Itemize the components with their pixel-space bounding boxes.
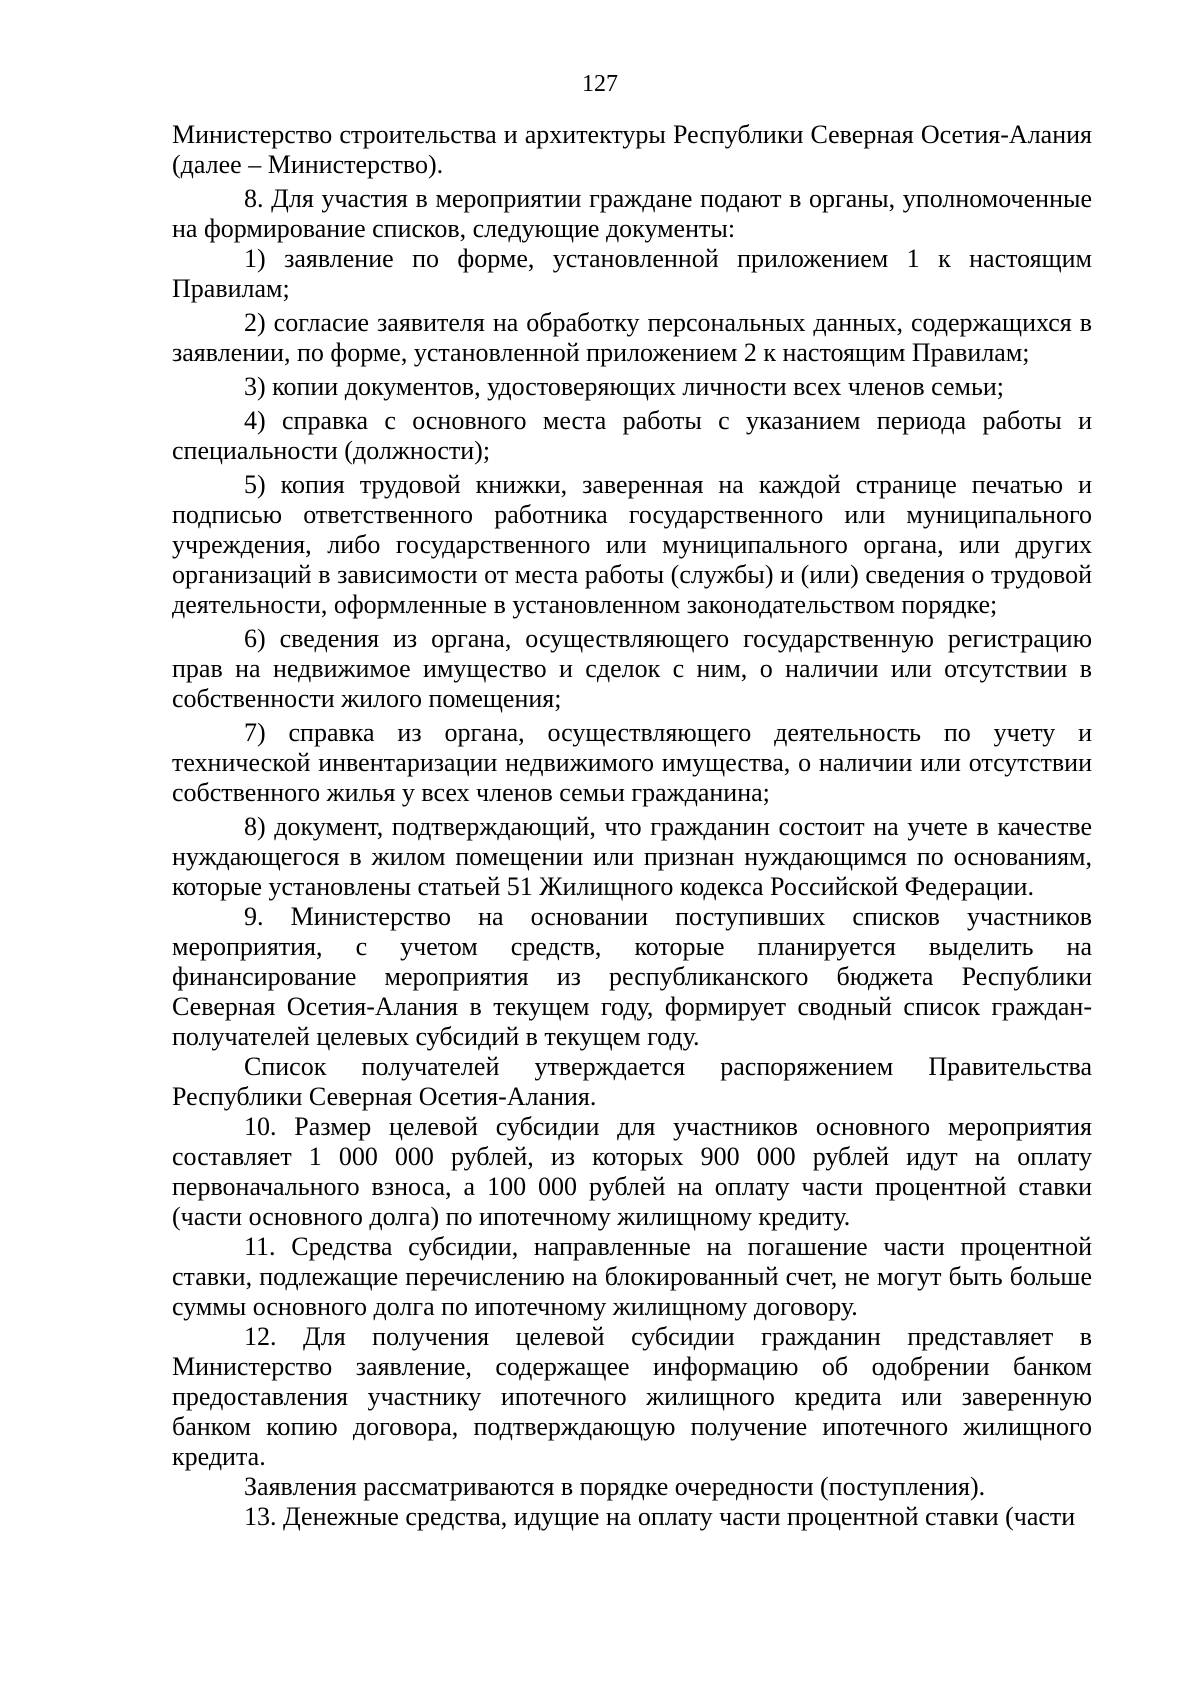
paragraph: 8. Для участия в мероприятии граждане подают в органы, уполномоченные на формирование списков, следующие документы: xyxy=(172,184,1092,243)
paragraph: 9. Министерство на основании поступивших списков участников мероприятия, с учетом средств, которые планируется выделить на финансирование мероприятия из республиканского бюджета Республики Северная Осетия-Алания в текущем году, формирует сводный список граждан-получателей целевых субсидий в текущем году. xyxy=(172,902,1092,1051)
paragraph: Список получателей утверждается распоряжением Правительства Республики Северная Осетия-Алания. xyxy=(172,1052,1092,1111)
paragraph: 3) копии документов, удостоверяющих личности всех членов семьи; xyxy=(244,372,1004,401)
paragraph: 8) документ, подтверждающий, что гражданин состоит на учете в качестве нуждающегося в жилом помещении или признан нуждающимся по основаниям, которые установлены статьей 51 Жилищного кодекса Российской Федерации. xyxy=(172,812,1092,901)
paragraph: 4) справка с основного места работы с указанием периода работы и специальности (должности); xyxy=(172,406,1092,465)
paragraph: Заявления рассматриваются в порядке очередности (поступления). xyxy=(244,1472,986,1501)
paragraph: 1) заявление по форме, установленной приложением 1 к настоящим Правилам; xyxy=(172,244,1092,303)
document-body xyxy=(172,120,1092,1532)
paragraph: 6) сведения из органа, осуществляющего государственную регистрацию прав на недвижимое имущество и сделок с ним, о наличии или отсутствии в собственности жилого помещения; xyxy=(172,624,1092,713)
paragraph: 10. Размер целевой субсидии для участников основного мероприятия составляет 1 000 000 рублей, из которых 900 000 рублей идут на оплату первоначального взноса, а 100 000 рублей на оплату части процентной ставки (части основного долга) по ипотечному жилищному кредиту. xyxy=(172,1112,1092,1231)
paragraph: 2) согласие заявителя на обработку персональных данных, содержащихся в заявлении, по форме, установленной приложением 2 к настоящим Правилам; xyxy=(172,308,1092,367)
page-number: 127 xyxy=(582,71,618,97)
paragraph: 11. Средства субсидии, направленные на погашение части процентной ставки, подлежащие перечислению на блокированный счет, не могут быть больше суммы основного долга по ипотечному жилищному договору. xyxy=(172,1232,1092,1321)
paragraph: 7) справка из органа, осуществляющего деятельность по учету и технической инвентаризации недвижимого имущества, о наличии или отсутствии собственного жилья у всех членов семьи гражданина; xyxy=(172,718,1092,807)
paragraph: 12. Для получения целевой субсидии гражданин представляет в Министерство заявление, содержащее информацию об одобрении банком предоставления участнику ипотечного жилищного кредита или заверенную банком копию договора, подтверждающую получение ипотечного жилищного кредита. xyxy=(172,1322,1092,1471)
paragraph: Министерство строительства и архитектуры Республики Северная Осетия-Алания (далее – Министерство). xyxy=(172,120,1092,179)
paragraph: 13. Денежные средства, идущие на оплату части процентной ставки (части xyxy=(244,1502,1076,1531)
paragraph: 5) копия трудовой книжки, заверенная на каждой странице печатью и подписью ответственного работника государственного или муниципального учреждения, либо государственного или муниципального органа, или других организаций в зависимости от места работы (службы) и (или) сведения о трудовой деятельности, оформленные в установленном законодательством порядке; xyxy=(172,470,1092,619)
